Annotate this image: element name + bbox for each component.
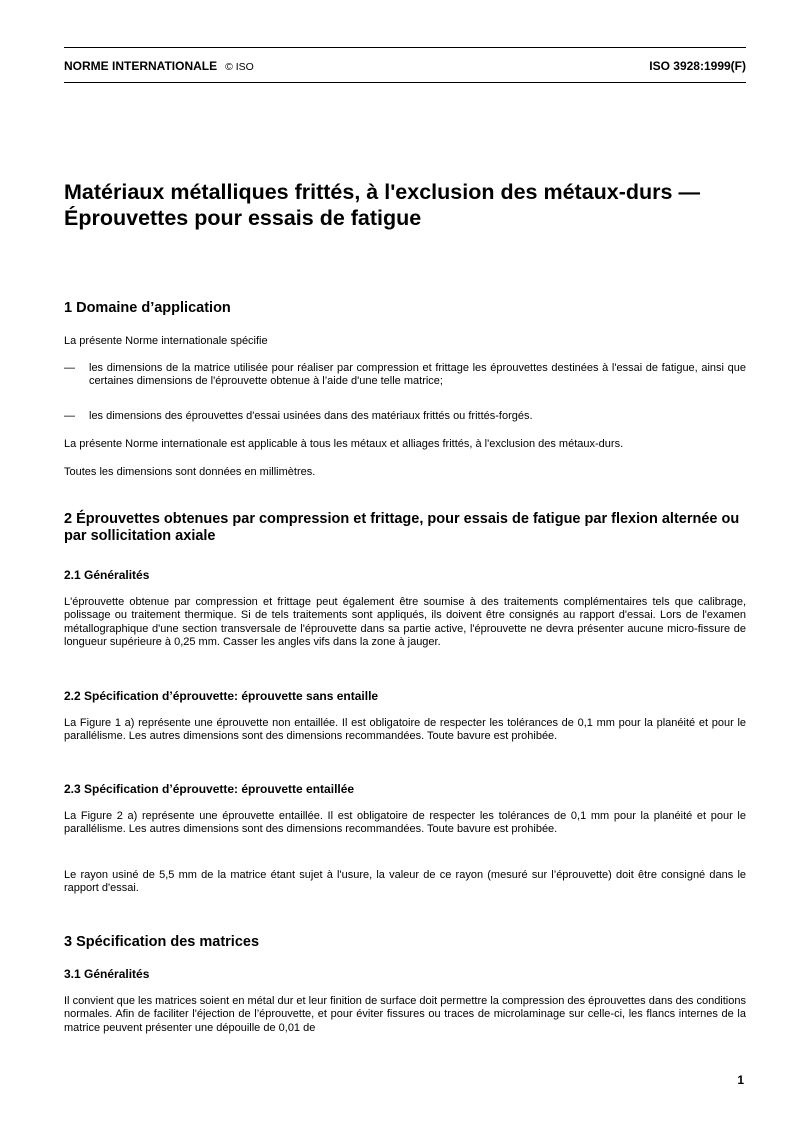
dash-marker: —	[64, 362, 75, 374]
section-2-3-text: La Figure 2 a) représente une éprouvette entaillée. Il est obligatoire de respecter les tolérances de 0,1 mm pour la planéité et pour le parallélisme. Les autres dimensions sont des dimensions recommandées. Toute bavure est prohibée.	[64, 810, 746, 836]
section-1-intro: La présente Norme internationale spécifie	[64, 335, 268, 347]
section-2-3-text: Le rayon usiné de 5,5 mm de la matrice étant sujet à l'usure, la valeur de ce rayon (mesuré sur l’éprouvette) doit être consigné dans le rapport d'essai.	[64, 869, 746, 895]
header-left	[64, 59, 254, 73]
dash-marker: —	[64, 410, 75, 422]
page-header	[64, 47, 746, 83]
header-copyright: © ISO	[225, 61, 254, 73]
section-2-2-heading: 2.2 Spécification d’éprouvette: éprouvette sans entaille	[64, 689, 379, 703]
section-2-2-text: La Figure 1 a) représente une éprouvette non entaillée. Il est obligatoire de respecter les tolérances de 0,1 mm pour la planéité et pour le parallélisme. Les autres dimensions sont des dimensions recommandées. Toute bavure est prohibée.	[64, 717, 746, 743]
page-number: 1	[737, 1073, 744, 1087]
header-title: NORME INTERNATIONALE	[64, 59, 218, 73]
section-1-paragraph: La présente Norme internationale est applicable à tous les métaux et alliages frittés, à l'exclusion des métaux-durs.	[64, 438, 624, 450]
section-2-3-heading: 2.3 Spécification d’éprouvette: éprouvette entaillée	[64, 782, 355, 796]
list-item-text: les dimensions de la matrice utilisée pour réaliser par compression et frittage les éprouvettes destinées à l'essai de fatigue, ainsi que certaines dimensions de l'éprouvette obtenue à l’aide d'une telle matrice;	[89, 362, 746, 388]
section-1-paragraph: Toutes les dimensions sont données en millimètres.	[64, 466, 316, 478]
section-3-heading: 3 Spécification des matrices	[64, 934, 260, 950]
document-title: Matériaux métalliques frittés, à l'exclusion des métaux-durs — Éprouvettes pour essais de fatigue	[64, 180, 700, 230]
section-1-heading: 1 Domaine d’application	[64, 300, 231, 316]
section-3-1-heading: 3.1 Généralités	[64, 967, 150, 981]
section-3-1-text: Il convient que les matrices soient en métal dur et leur finition de surface doit permettre la compression des éprouvettes dans des conditions normales. Afin de faciliter l'éjection de l’éprouvette, et pour éviter fissures ou traces de microlaminage sur celle-ci, les flancs internes de la matrice peuvent présenter une dépouille de 0,01 de	[64, 995, 746, 1034]
section-2-1-text: L'éprouvette obtenue par compression et frittage peut également être soumise à des traitements complémentaires tels que calibrage, polissage ou traitement thermique. Si de tels traitements sont appliqués, ils doivent être consignés au rapport d'essai. Lors de l'examen métallographique d'une section transversale de l'éprouvette dans sa partie active, l'éprouvette ne devra présenter aucune micro-fissure de longueur supérieure à 0,25 mm. Casser les angles vifs dans la zone à jauger.	[64, 596, 746, 648]
list-item	[64, 362, 746, 389]
section-2-1-heading: 2.1 Généralités	[64, 568, 150, 582]
header-reference: ISO 3928:1999(F)	[649, 59, 746, 73]
list-item	[64, 410, 746, 423]
list-item-text: les dimensions des éprouvettes d'essai usinées dans des matériaux frittés ou frittés-forgés.	[89, 410, 533, 422]
section-2-heading: 2 Éprouvettes obtenues par compression et frittage, pour essais de fatigue par flexion alternée ou par sollicitation axiale	[64, 511, 740, 544]
